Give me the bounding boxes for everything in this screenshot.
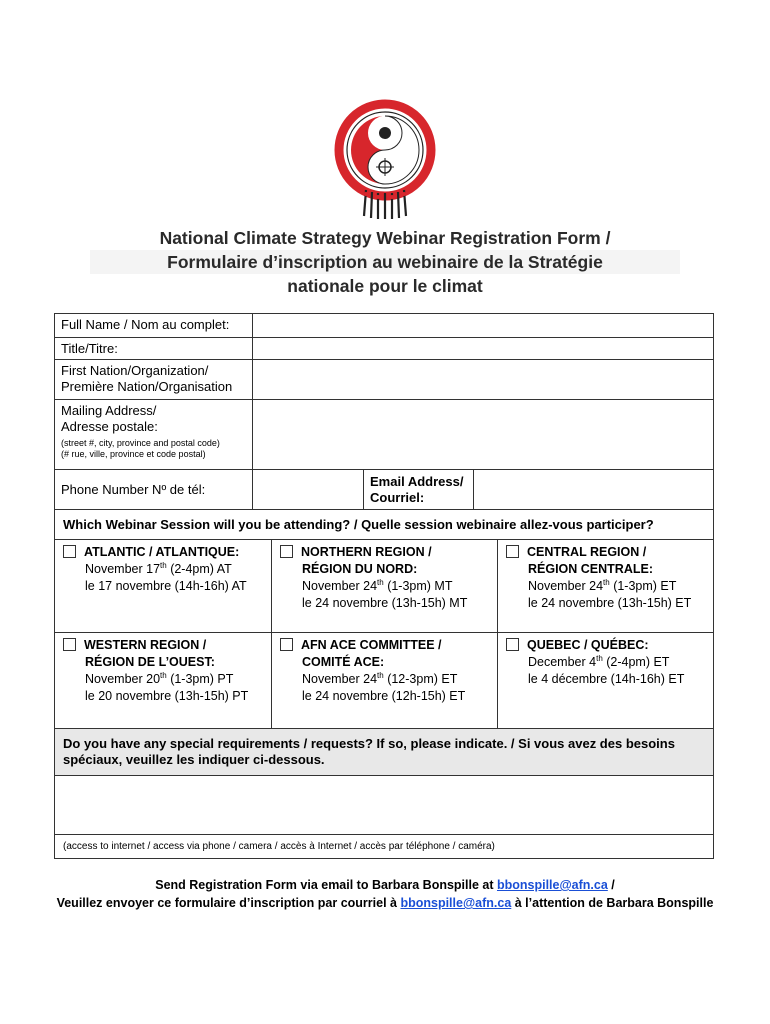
session-name: NORTHERN REGION / [301,545,432,559]
session-name-fr: RÉGION DU NORD: [302,562,418,576]
session-name-fr: COMITÉ ACE: [302,655,385,669]
nation-label-en: First Nation/Organization/ [61,363,209,378]
email-link[interactable]: bbonspille@afn.ca [400,896,512,910]
email-label-fr: Courriel: [370,490,425,505]
session-date-en: December 4th (2-4pm) ET [528,653,670,669]
session-western [55,633,272,728]
nation-row [55,360,713,400]
address-hint-fr: (# rue, ville, province et code postal) [61,449,206,459]
session-name: QUEBEC / QUÉBEC: [527,638,649,652]
session-northern [272,540,498,633]
session-name: ATLANTIC / ATLANTIQUE: [84,545,240,559]
footer-instructions [40,876,730,912]
afn-logo-icon [324,98,446,220]
nation-label-fr: Première Nation/Organisation [61,379,233,394]
session-checkbox[interactable] [63,638,76,651]
session-afn-ace [272,633,498,728]
session-date-fr: le 4 décembre (14h-16h) ET [528,672,685,686]
session-date-en: November 20th (1-3pm) PT [85,670,234,686]
session-date-en: November 24th (1-3pm) MT [302,577,453,593]
footer-line-en: Send Registration Form via email to Barbara Bonspille at bbonspille@afn.ca / [155,878,615,892]
session-date-en: November 24th (1-3pm) ET [528,577,677,593]
footer-line-fr: Veuillez envoyer ce formulaire d’inscription par courriel à bbonspille@afn.ca à l’attention de Barbara Bonspille [56,896,714,910]
address-field[interactable] [253,400,713,469]
session-atlantic [55,540,272,633]
session-date-fr: le 24 novembre (13h-15h) MT [302,596,468,610]
session-date-en: November 24th (12-3pm) ET [302,670,458,686]
session-date-fr: le 24 novembre (13h-15h) ET [528,596,692,610]
phone-field[interactable] [253,470,364,509]
session-question-row [55,510,713,540]
session-checkbox[interactable] [280,545,293,558]
full-name-row [55,314,713,338]
requirements-question: Do you have any special requirements / requests? If so, please indicate. / Si vous avez des besoins spéciaux, veuillez les indiquer ci-dessous. [55,729,713,776]
session-date-fr: le 17 novembre (14h-16h) AT [85,579,247,593]
email-field[interactable] [474,470,713,509]
email-label-en: Email Address/ [370,474,464,489]
session-name: CENTRAL REGION / [527,545,647,559]
session-date-fr: le 20 novembre (13h-15h) PT [85,689,249,703]
address-label-fr: Adresse postale: [61,419,158,434]
email-label [364,470,474,509]
session-name-fr: RÉGION CENTRALE: [528,562,653,576]
title-row [55,338,713,360]
full-name-field[interactable] [253,314,713,337]
session-name: AFN ACE COMMITTEE / [301,638,442,652]
session-grid [55,540,713,729]
session-checkbox[interactable] [280,638,293,651]
address-row [55,400,713,470]
form-title [90,226,680,298]
session-name-fr: RÉGION DE L’OUEST: [85,655,215,669]
session-date-fr: le 24 novembre (12h-15h) ET [302,689,466,703]
nation-field[interactable] [253,360,713,399]
address-label [55,400,253,469]
session-quebec [498,633,713,728]
registration-form [54,313,714,859]
title-line-2: Formulaire d’inscription au webinaire de la Stratégie [90,250,680,274]
access-note: (access to internet / access via phone / camera / accès à Internet / accès par téléphone / caméra) [63,841,495,852]
title-label: Title/Titre: [55,338,253,359]
phone-label: Phone Number Nº de tél: [55,470,253,509]
address-label-en: Mailing Address/ [61,403,157,418]
session-central [498,540,713,633]
requirements-field[interactable] [55,776,713,835]
title-field[interactable] [253,338,713,359]
title-line-1: National Climate Strategy Webinar Registration Form / [159,228,611,248]
nation-label [55,360,253,399]
session-checkbox[interactable] [506,638,519,651]
session-checkbox[interactable] [63,545,76,558]
address-hint-en: (street #, city, province and postal code) [61,438,220,448]
contact-row [55,470,713,510]
email-link[interactable]: bbonspille@afn.ca [496,878,608,892]
session-name: WESTERN REGION / [84,638,207,652]
session-date-en: November 17th (2-4pm) AT [85,560,232,576]
full-name-label: Full Name / Nom au complet: [55,314,253,337]
session-checkbox[interactable] [506,545,519,558]
session-question: Which Webinar Session will you be attending? / Quelle session webinaire allez-vous participer? [63,517,654,532]
title-line-3: nationale pour le climat [287,276,483,296]
